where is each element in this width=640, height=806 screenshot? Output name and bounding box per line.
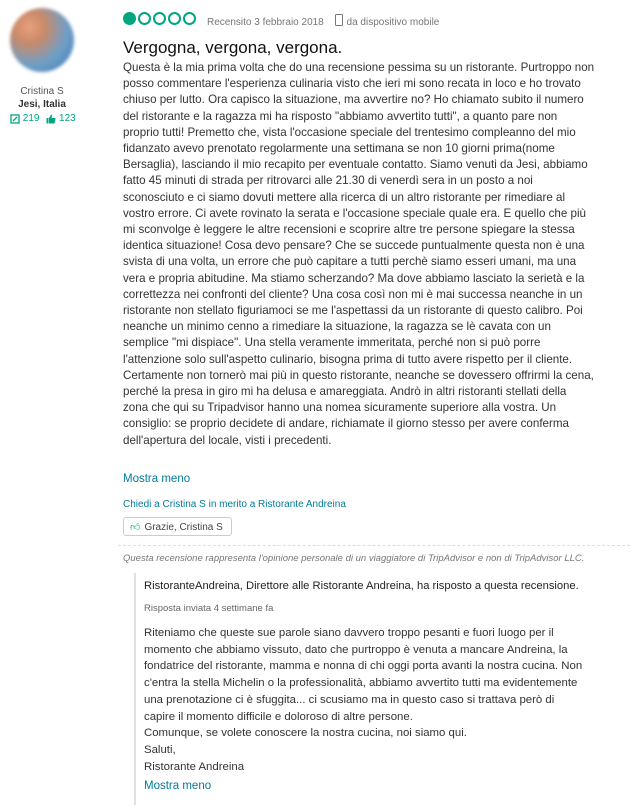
response-indicator bbox=[134, 573, 136, 805]
review-device: da dispositivo mobile bbox=[346, 17, 440, 28]
review-disclaimer: Questa recensione rappresenta l'opinione personale di un viaggiatore di TripAdvisor e non di TripAdvisor LLC. bbox=[123, 553, 585, 564]
thumbs-up-icon bbox=[46, 114, 56, 124]
response-header: RistoranteAndreina, Direttore alle Ristorante Andreina, ha risposto a questa recensione. bbox=[144, 580, 579, 592]
review-body: Questa è la mia prima volta che do una recensione pessima su un ristorante. Purtroppo non posso commentare l'esperienza culinaria visto che ieri mi sono recata in loco e ho trovato chiuso per lutto. Ora capisco la situazione, ma avvertire no? Ho chiamato subito il numero del ristorante e la ragazza mi ha risposto "abbiamo avvertito tutti", a quanto pare non proprio tutti! Premetto che, vista l'occasione speciale del trentesimo compleanno del mio fidanzato avevo prenotato regolarmente una settimana se non 10 giorni prima(nome Bersaglia), lasciando il mio recapito per eventuale contatto. Siamo venuti da Jesi, abbiamo fatto 45 minuti di strada per ritrovarci alle 21.30 di venerdì sera in un posto a noi sconosciuto e ci siamo dovuti mettere alla ricerca di un altro ristorante per rimediare al vostro errore. Ci avete rovinato la serata e l'occasione speciale quale era. E quello che più mi sconvolge è leggere le altre recensioni e scoprire altre tre persone spiegare la stessa identica situazione! Cosa devo pensare? Che se succede puntualmente questa non è una svista di una volta, un errore che può capitare a tutti perchè siamo esseri umani, ma una vera e propria abitudine. Ma stiamo scherzando? Ma dove abbiamo lasciato la serietà e la correttezza nei confronti del cliente? Una cosa così non mi è mai successa neanche in un ristorante non stellato figuriamoci se me l'aspettassi da un ristorante di questo calibro. Poi neanche un minimo cenno a rimediare la situazione, la ragazza se lè cavata con un semplice "mi dispiace". Una stella veramente immeritata, perché non si può porre l'attenzione solo sull'aspetto culinario, bisogna prima di tutto avere rispetto per il cliente. Certamente non tornerò mai più in questo ristorante, neanche se dovessero offrirmi la cena, perché la presa in giro mi ha delusa e amareggiata. Andrò in altri ristoranti stellati della zona che qui su Tripadvisor hanno una nomea sicuramente superiore alla vostra. Un consiglio: se proprio decidete di andare, richiamate il giorno stesso per avere conferma dell'apertura del locale, visti i precedenti. bbox=[123, 61, 595, 447]
response-body: Riteniamo che queste sue parole siano davvero troppo pesanti e fuori luogo per il momento che abbiamo vissuto, dato che purtroppo è venuta a mancare Andreina, la fondatrice del ristorante, mamma e nonna di chi oggi porta avanti la nostra cucina. Non c'entra la stella Michelin o la professionalità, abbiamo avvertito tutti ma evidentemente una prenotazione ci è sfuggita... ci scusiamo ma in questo caso si trattava però di capire il momento difficile e doloroso di altre persone. Comunque, se volete conoscere la nostra cucina, noi siamo qui. Saluti, Ristorante Andreina bbox=[144, 627, 583, 773]
avatar[interactable] bbox=[10, 8, 74, 72]
response-show-less-link[interactable]: Mostra meno bbox=[144, 780, 212, 792]
review-meta bbox=[207, 14, 439, 28]
reviewer-name[interactable]: Cristina S bbox=[20, 86, 64, 97]
rating-bubble-icon bbox=[153, 12, 166, 25]
reviewer-stats bbox=[10, 113, 76, 124]
rating-bubbles bbox=[123, 12, 196, 25]
review-count: 219 bbox=[22, 113, 40, 124]
mobile-icon bbox=[335, 14, 343, 26]
review-title[interactable]: Vergogna, vergona, vergona. bbox=[123, 38, 343, 57]
rating-bubble-icon bbox=[183, 12, 196, 25]
review-count-icon bbox=[10, 114, 20, 124]
thanks-button[interactable] bbox=[123, 517, 232, 536]
response-date: Risposta inviata 4 settimane fa bbox=[144, 603, 274, 614]
rating-bubble-icon bbox=[168, 12, 181, 25]
thumbs-up-icon: 👍︎ bbox=[130, 522, 141, 533]
helpful-votes-count: 123 bbox=[59, 113, 76, 124]
thanks-label: Grazie, Cristina S bbox=[144, 522, 223, 533]
reviewer-location: Jesi, Italia bbox=[18, 99, 66, 110]
show-less-link[interactable]: Mostra meno bbox=[123, 473, 191, 485]
divider bbox=[118, 545, 630, 546]
rating-bubble-icon bbox=[138, 12, 151, 25]
ask-reviewer-link[interactable]: Chiedi a Cristina S in merito a Ristorante Andreina bbox=[123, 499, 346, 510]
review-date: Recensito 3 febbraio 2018 bbox=[207, 17, 324, 28]
rating-bubble-icon bbox=[123, 12, 136, 25]
